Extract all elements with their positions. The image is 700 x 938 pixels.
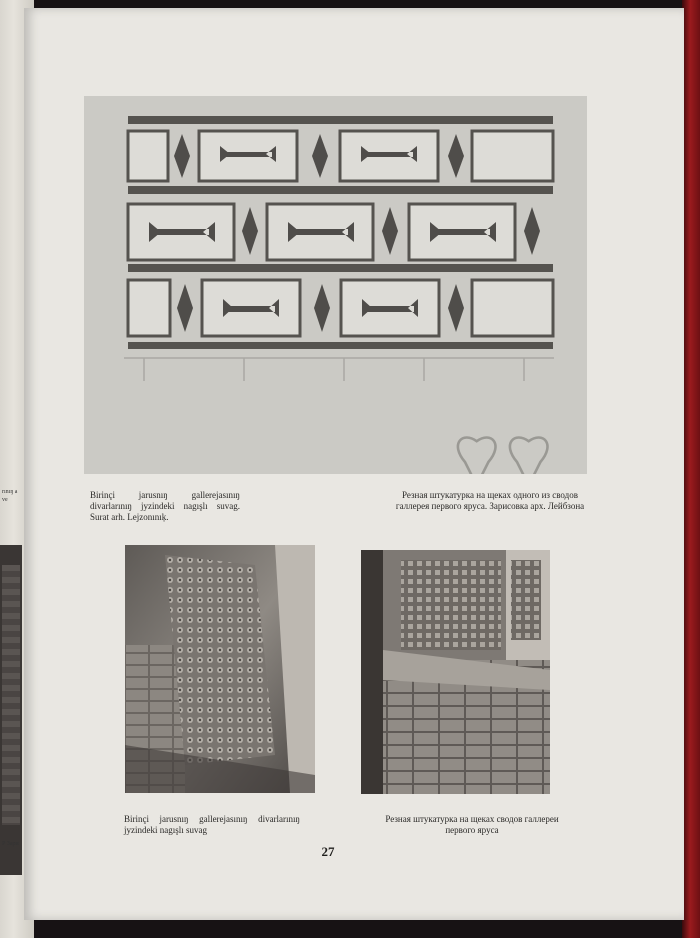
- photo-carved-plaster-right: [361, 550, 550, 794]
- previous-page-photo-fragment: [0, 545, 22, 875]
- previous-page-text-fragment: rınıŋ a ve: [2, 489, 18, 503]
- book-page: [24, 8, 684, 920]
- ornament-drawing: [84, 96, 587, 474]
- page-number: 27: [321, 844, 335, 859]
- photo-carved-plaster-left: [125, 545, 315, 793]
- book-cover-edge: [682, 0, 700, 938]
- caption-top-right: Резная штукатурка на щеках одного из сводов галлерея первого яруса. Зарисовка арх. Лейбзона: [395, 490, 585, 511]
- caption-top-left: Birinçi jarusnıŋ gallerejasınıŋ divarlarınıŋ jyzindeki nagışlı suvag. Surat arh. Lejzonınıķ.: [90, 490, 240, 522]
- caption-bottom-right: Резная штукатурка на щеках сводов галлереи первого яруса: [385, 814, 559, 835]
- ornament-drawing-plate: [84, 96, 587, 474]
- previous-page-caption-fragment: Р Зари: [2, 841, 19, 847]
- caption-bottom-left: Birinçi jarusnıŋ gallerejasınıŋ divarlarınıŋ jyzindeki nagışlı suvag: [124, 814, 300, 835]
